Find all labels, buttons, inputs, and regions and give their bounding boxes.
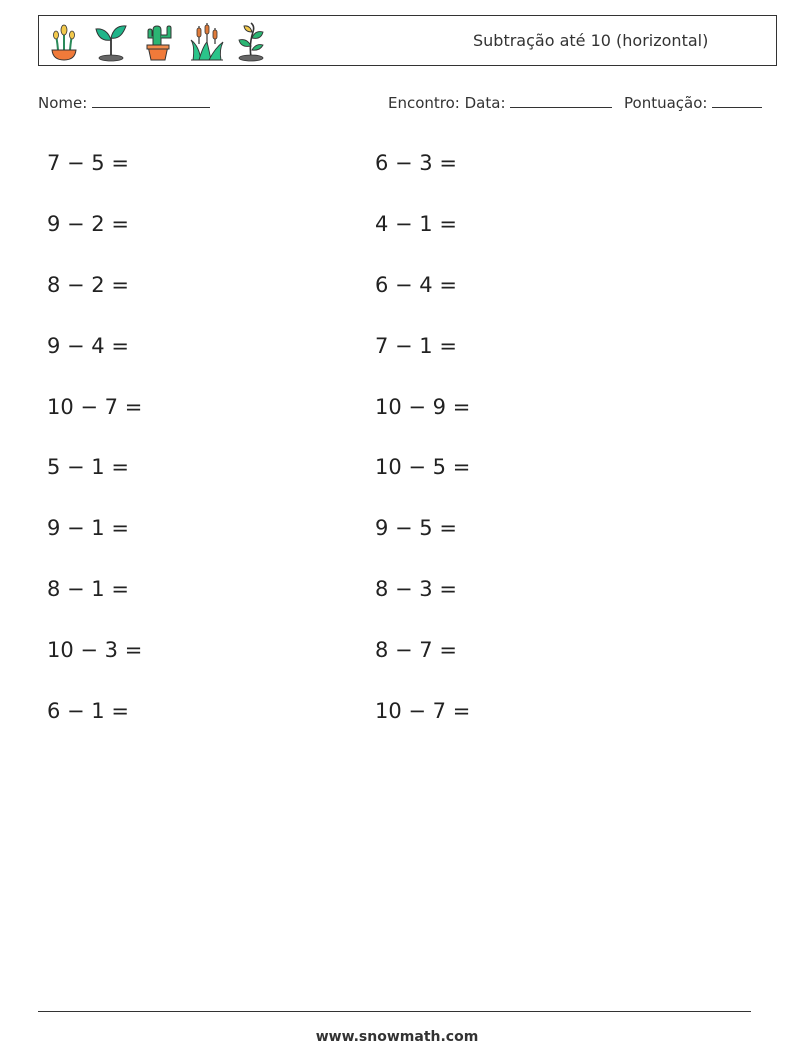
- problem-left: 7 − 5 =: [47, 151, 129, 175]
- problem-right: 4 − 1 =: [375, 212, 457, 236]
- footer-divider: [38, 1011, 751, 1012]
- problem-right: 8 − 3 =: [375, 577, 457, 601]
- name-field: [38, 93, 210, 112]
- worksheet-title: Subtração até 10 (horizontal): [473, 31, 709, 50]
- name-blank[interactable]: [92, 93, 210, 108]
- problem-right: 6 − 4 =: [375, 273, 457, 297]
- problem-right: 7 − 1 =: [375, 334, 457, 358]
- seedling-icon: [235, 20, 267, 62]
- cattail-grass-icon: [189, 20, 225, 62]
- sprout-icon: [93, 20, 129, 62]
- plant-pot-icon: [49, 20, 79, 62]
- date-field: [388, 93, 612, 112]
- problem-right: 10 − 7 =: [375, 699, 471, 723]
- score-label: Pontuação:: [624, 94, 708, 112]
- date-blank[interactable]: [510, 93, 612, 108]
- problem-left: 10 − 7 =: [47, 395, 143, 419]
- worksheet-header: [38, 15, 777, 66]
- problem-left: 8 − 2 =: [47, 273, 129, 297]
- problem-right: 9 − 5 =: [375, 516, 457, 540]
- problem-right: 6 − 3 =: [375, 151, 457, 175]
- problem-left: 8 − 1 =: [47, 577, 129, 601]
- problem-left: 6 − 1 =: [47, 699, 129, 723]
- problem-left: 9 − 4 =: [47, 334, 129, 358]
- name-label: Nome:: [38, 94, 88, 112]
- score-field: [624, 93, 762, 112]
- problem-right: 10 − 9 =: [375, 395, 471, 419]
- problem-left: 9 − 1 =: [47, 516, 129, 540]
- cactus-pot-icon: [141, 20, 175, 62]
- problem-left: 5 − 1 =: [47, 455, 129, 479]
- problem-right: 10 − 5 =: [375, 455, 471, 479]
- problem-right: 8 − 7 =: [375, 638, 457, 662]
- score-blank[interactable]: [712, 93, 762, 108]
- problem-left: 9 − 2 =: [47, 212, 129, 236]
- encounter-date-label: Encontro: Data:: [388, 94, 506, 112]
- problem-left: 10 − 3 =: [47, 638, 143, 662]
- footer-url[interactable]: www.snowmath.com: [315, 1029, 479, 1045]
